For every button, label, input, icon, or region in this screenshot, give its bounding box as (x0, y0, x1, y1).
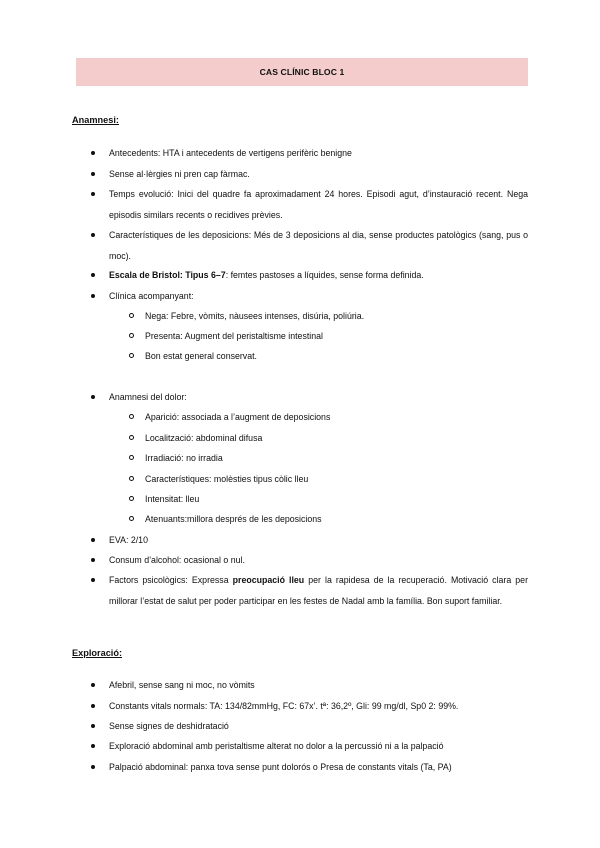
bullet-icon (91, 704, 95, 708)
bullet-icon (91, 765, 95, 769)
circle-bullet-icon (129, 353, 134, 358)
bullet-icon (91, 395, 95, 399)
document-title: CAS CLÍNIC BLOC 1 (259, 67, 345, 77)
list-item-deshidratacio: Sense signes de deshidratació (109, 716, 528, 737)
bullet-icon (91, 273, 95, 277)
sub-item-localitzacio: Localització: abdominal difusa (145, 428, 528, 449)
bullet-icon (91, 172, 95, 176)
list-item-exploracio-abdominal: Exploració abdominal amb peristaltisme alterat no dolor a la percussió ni a la palpació (109, 736, 528, 757)
bullet-icon (91, 683, 95, 687)
bullet-icon (91, 744, 95, 748)
circle-bullet-icon (129, 414, 134, 419)
sub-item-atenuants: Atenuants:millora després de les deposicions (145, 509, 528, 530)
bullet-icon (91, 724, 95, 728)
list-item-deposicions: Característiques de les deposicions: Més de 3 deposicions al dia, sense productes patològics (sang, pus o moc). (109, 225, 528, 266)
list-item-afebril: Afebril, sense sang ni moc, no vòmits (109, 675, 528, 696)
list-item-antecedents: Antecedents: HTA i antecedents de vertigens perifèric benigne (109, 143, 528, 164)
list-item-bristol: Escala de Bristol: Tipus 6–7: femtes pastoses a líquides, sense forma definida. (109, 265, 528, 286)
bullet-icon (91, 578, 95, 582)
sub-item-estat: Bon estat general conservat. (145, 346, 528, 367)
circle-bullet-icon (129, 496, 134, 501)
list-item-palpacio: Palpació abdominal: panxa tova sense punt dolorós o Presa de constants vitals (Ta, PA) (109, 757, 528, 778)
list-item-eva: EVA: 2/10 (109, 530, 528, 551)
sub-item-intensitat: Intensitat: lleu (145, 489, 528, 510)
sub-item-aparicio: Aparició: associada a l’augment de deposicions (145, 407, 528, 428)
circle-bullet-icon (129, 476, 134, 481)
list-item-allergies: Sense al·lèrgies ni pren cap fàrmac. (109, 164, 528, 185)
list-item-alcohol: Consum d’alcohol: ocasional o nul. (109, 550, 528, 571)
circle-bullet-icon (129, 313, 134, 318)
circle-bullet-icon (129, 516, 134, 521)
list-item-factors-psicologics: Factors psicològics: Expressa preocupació lleu per la rapidesa de la recuperació. Motivació clara per millorar l’estat de salut per poder participar en les festes de Nadal amb la família. Bon suport familiar. (109, 570, 528, 611)
exploracio-heading: Exploració: (72, 648, 123, 658)
list-item-evolucio: Temps evolució: Inici del quadre fa aproximadament 24 hores. Episodi agut, d’instauració recent. Nega episodis similars recents o recidives prèvies. (109, 184, 528, 225)
list-item-constants: Constants vitals normals: TA: 134/82mmHg, FC: 67x’. tª: 36,2º, Gli: 99 mg/dl, Sp0 2: 99%. (109, 696, 528, 717)
sub-item-presenta: Presenta: Augment del peristaltisme intestinal (145, 326, 528, 347)
bullet-icon (91, 558, 95, 562)
bullet-icon (91, 192, 95, 196)
anamnesi-heading: Anamnesi: (72, 115, 119, 125)
circle-bullet-icon (129, 333, 134, 338)
bullet-icon (91, 233, 95, 237)
sub-item-caracteristiques: Característiques: molèsties tipus còlic lleu (145, 469, 528, 490)
bullet-icon (91, 538, 95, 542)
sub-item-nega: Nega: Febre, vòmits, nàusees intenses, disúria, poliúria. (145, 306, 528, 327)
list-item-dolor: Anamnesi del dolor: (109, 387, 528, 408)
bullet-icon (91, 294, 95, 298)
circle-bullet-icon (129, 455, 134, 460)
circle-bullet-icon (129, 435, 134, 440)
bullet-icon (91, 151, 95, 155)
sub-item-irradiacio: Irradiació: no irradia (145, 448, 528, 469)
document-title-banner (76, 58, 528, 86)
list-item-clinica: Clínica acompanyant: (109, 286, 528, 307)
